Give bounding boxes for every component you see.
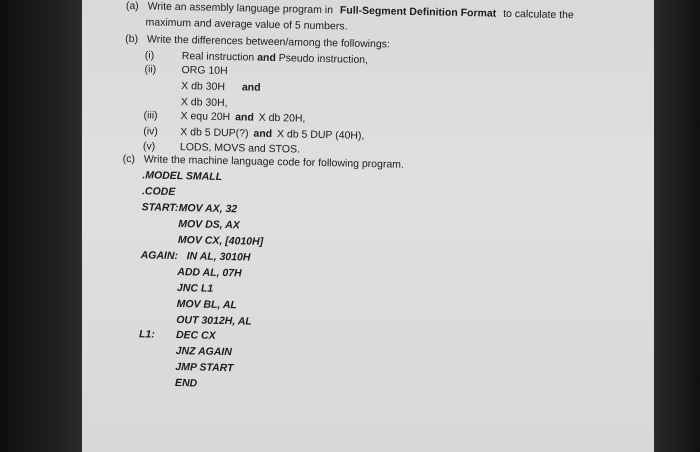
code-instr-mov-bl: MOV BL, AL	[176, 298, 238, 312]
question-a-line-2: maximum and average value of 5 numbers.	[145, 16, 348, 33]
question-a-text-start: Write an assembly language program in	[147, 0, 334, 17]
list-item-ii-line-2	[181, 80, 261, 95]
list-item-iv	[180, 126, 364, 143]
code-instr-out: OUT 3012H, AL	[176, 314, 252, 328]
item-iv-text-2: X db 5 DUP (40H),	[276, 128, 365, 142]
code-label-start: START:	[141, 201, 179, 215]
list-item-iii	[180, 110, 305, 126]
list-item-v: LODS, MOVS and STOS.	[179, 141, 301, 156]
code-instr-mov-ax: MOV AX, 32	[178, 202, 238, 216]
code-instr-jnz: JNZ AGAIN	[175, 345, 232, 359]
item-ii-and: and	[241, 81, 261, 94]
code-instr-jnc: JNC L1	[176, 282, 214, 295]
question-a-format: Full-Segment Definition Format	[339, 4, 497, 20]
paper-sheet	[82, 0, 654, 452]
code-instr-end: END	[174, 377, 198, 390]
list-num-iv: (iv)	[143, 125, 158, 138]
code-instr-mov-cx: MOV CX, [4010H]	[177, 234, 264, 248]
item-i-text-2: Pseudo instruction,	[278, 52, 369, 67]
list-item-ii-line-1: ORG 10H	[181, 64, 228, 78]
question-c-label: (c)	[122, 152, 136, 166]
code-instr-in-al: IN AL, 3010H	[186, 250, 251, 264]
question-c-text: Write the machine language code for following program.	[143, 153, 405, 171]
item-i-text-1: Real instruction	[181, 50, 255, 64]
code-instr-add-al: ADD AL, 07H	[177, 266, 242, 280]
code-instr-jmp: JMP START	[175, 361, 234, 375]
item-iii-text-2: X db 20H,	[258, 111, 306, 125]
list-num-i: (i)	[144, 49, 155, 62]
code-label-again: AGAIN:	[140, 249, 179, 263]
item-i-and: and	[257, 51, 276, 65]
question-b-text: Write the differences between/among the followings:	[146, 33, 391, 51]
right-shadow-edge	[654, 0, 700, 452]
code-instr-mov-ds: MOV DS, AX	[178, 218, 240, 232]
item-iv-text-1: X db 5 DUP(?)	[180, 126, 249, 140]
list-item-ii-line-3: X db 30H,	[180, 96, 228, 110]
code-instr-code: .CODE	[141, 185, 176, 198]
code-label-l1: L1:	[138, 328, 155, 341]
question-a-label: (a)	[125, 0, 139, 13]
question-b-label: (b)	[125, 32, 139, 46]
question-b-line	[125, 33, 390, 52]
list-num-ii: (ii)	[144, 63, 157, 76]
list-num-iii: (iii)	[143, 109, 158, 122]
code-instr-dec-cx: DEC CX	[175, 329, 216, 342]
question-a-text-end: to calculate the	[503, 7, 574, 22]
item-ii-text-2: X db 30H	[181, 80, 226, 94]
item-iii-text-1: X equ 20H	[180, 110, 231, 124]
item-iv-and: and	[253, 127, 273, 141]
code-instr-model: .MODEL SMALL	[142, 169, 223, 183]
list-num-v: (v)	[142, 140, 156, 153]
question-content	[82, 0, 654, 452]
left-shadow-edge	[0, 0, 82, 452]
item-iii-and: and	[234, 111, 254, 124]
